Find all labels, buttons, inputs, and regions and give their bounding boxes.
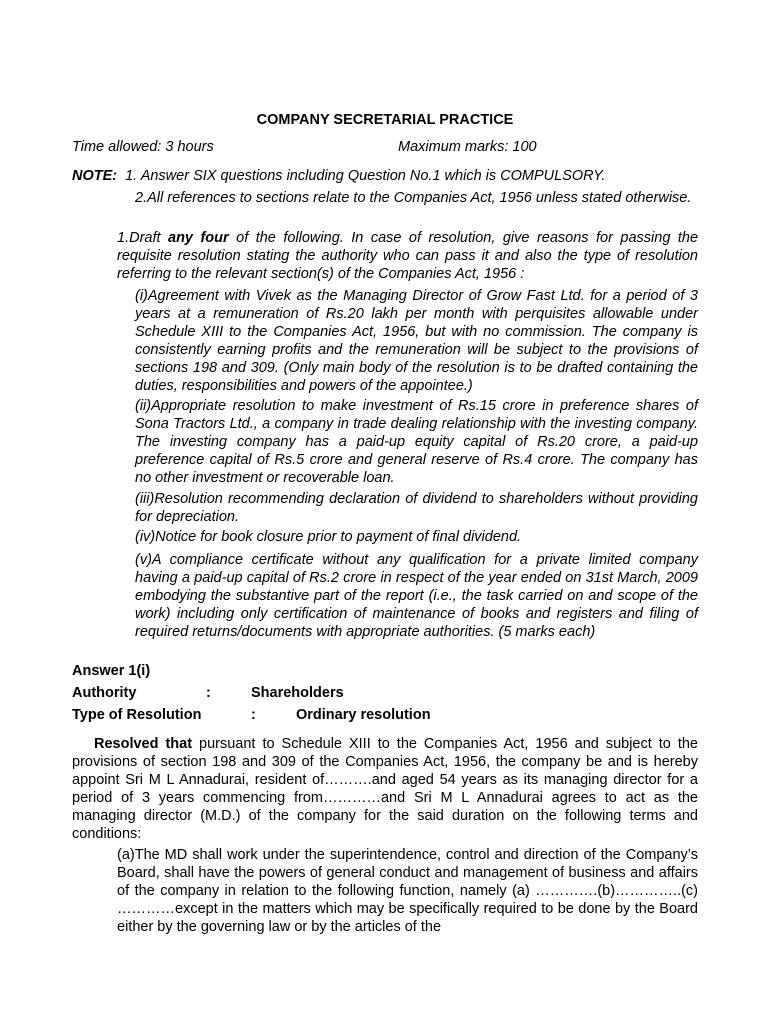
question-1 [117,229,698,283]
note-item-1: 1. Answer SIX questions including Question No.1 which is COMPULSORY. [125,168,606,184]
question-1-part-iv: (iv)Notice for book closure prior to payment of final dividend. [135,529,522,545]
resolved-text: pursuant to Schedule XIII to the Companies Act, 1956 and subject to the provisions of section 198 and 309 of the Companies Act, 1956, the company be and is hereby appoint Sri M L Annadurai, resident of……….and aged 54 years as its managing director for a period of 3 years commencing from…………and Sri M L Annadurai agrees to act as the managing director (M.D.) of the company for the said duration on the following terms and conditions: [72,736,698,843]
authority-colon: : [206,685,211,701]
marks-each: (5 marks each) [498,624,596,641]
note-label: NOTE: [72,168,118,184]
resolution-type-label: Type of Resolution [72,707,202,723]
term-a: (a)The MD shall work under the superintendence, control and direction of the Company’s Board, shall have the powers of general conduct and management of business and affairs of the company in relation to the following function, namely (a) ………….(b)…………..(c) …………except in the matters which may be specifically required to be done by the Board either by the governing law or by the articles of the [117,847,698,936]
question-1-part-v-text: (v)A compliance certificate without any qualification for a private limited company having a paid-up capital of Rs.2 crore in respect of the year ended on 31st March, 2009 embodying the substantive part of the report (i.e., the task carried on and scope of the work) including only certification of maintenance of books and registers and filing of required returns/documents with appropriate authorities. [135,552,698,641]
note-line [72,168,605,184]
resolution-body [72,735,698,844]
question-1-text: of the following. In case of resolution, give reasons for passing the requisite resolution stating the authority who can pass it and also the type of resolution referring to the relevant section(s) of the Companies Act, 1956 : [117,230,699,283]
answer-heading: Answer 1(i) [72,663,151,679]
resolved-keyword: Resolved that [94,736,193,752]
authority-label: Authority [72,685,137,701]
question-1-part-iii: (iii)Resolution recommending declaration of dividend to shareholders without providing for depreciation. [135,491,698,526]
note-item-2: 2.All references to sections relate to the Companies Act, 1956 unless stated otherwise. [135,190,692,206]
document-title: COMPANY SECRETARIAL PRACTICE [256,112,514,128]
question-1-part-i: (i)Agreement with Vivek as the Managing Director of Grow Fast Ltd. for a period of 3 years at a remuneration of Rs.20 lakh per month with perquisites allowable under Schedule XIII to the Companies Act, 1956, but with no commission. The company is consistently earning profits and the remuneration will be subject to the provisions of sections 198 and 309. (Only main body of the resolution is to be drafted containing the duties, responsibilities and powers of the appointee.) [135,288,698,395]
resolution-type-value: Ordinary resolution [296,707,431,723]
question-1-part-v [135,551,698,641]
authority-value: Shareholders [251,685,344,701]
maximum-marks: Maximum marks: 100 [398,139,537,155]
resolution-type-colon: : [251,707,256,723]
question-1-part-ii: (ii)Appropriate resolution to make investment of Rs.15 crore in preference shares of Sona Tractors Ltd., a company in trade dealing relationship with the investing company. The investing company has a paid-up equity capital of Rs.20 crore, a paid-up preference capital of Rs.5 crore and general reserve of Rs.4 crore. The company has no other investment or recoverable loan. [135,398,698,487]
question-1-keyword: any four [168,230,229,246]
question-1-prefix: 1.Draft [117,230,168,246]
time-allowed: Time allowed: 3 hours [72,139,214,155]
